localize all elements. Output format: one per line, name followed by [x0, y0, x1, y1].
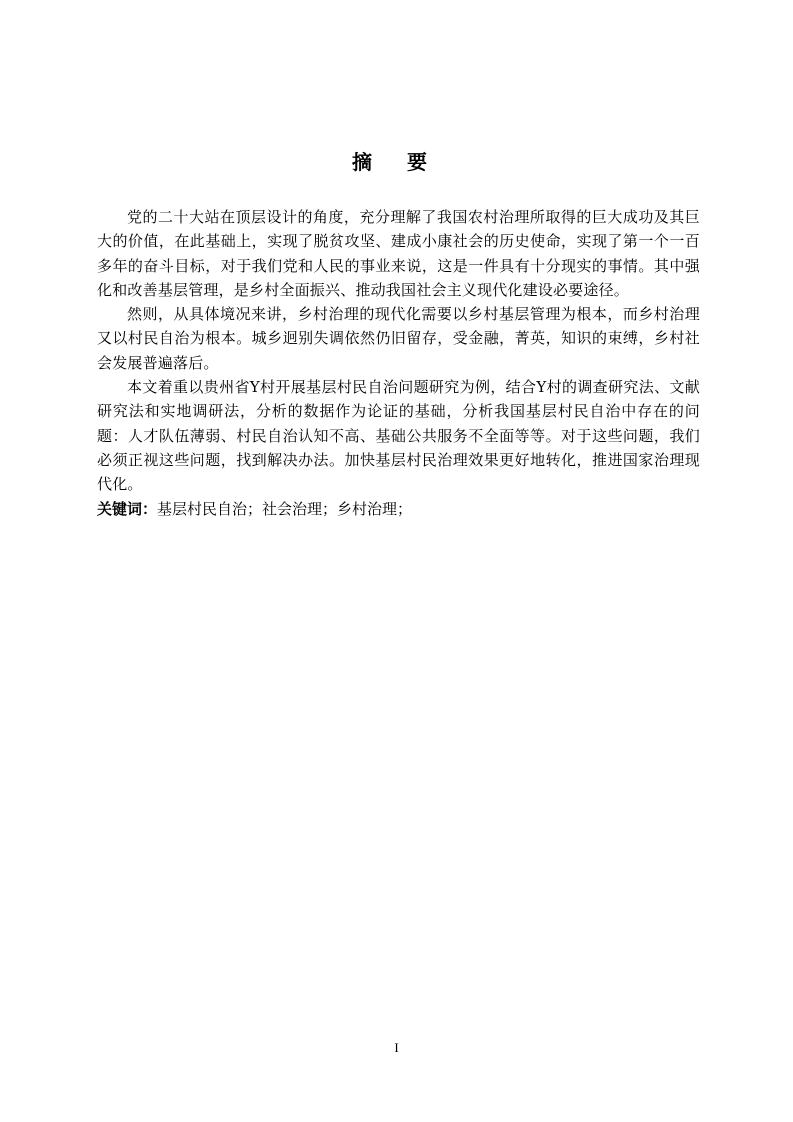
page-number: I [394, 1040, 399, 1055]
keywords-label: 关键词： [97, 499, 158, 518]
keywords-text: 基层村民自治；社会治理；乡村治理； [157, 499, 413, 518]
keywords-line [97, 497, 700, 521]
page-title: 摘 要 [352, 150, 441, 174]
abstract-paragraph-3: 本文着重以贵州省Y村开展基层村民自治问题研究为例，结合Y村的调查研究法、文献研究法和实地调研法，分析的数据作为论证的基础，分析我国基层村民自治中存在的问题：人才队伍薄弱、村民自治认知不高、基础公共服务不全面等等。对于这些问题，我们必须正视这些问题，找到解决办法。加快基层村民治理效果更好地转化，推进国家治理现代化。 [97, 378, 700, 494]
abstract-paragraph-1: 党的二十大站在顶层设计的角度，充分理解了我国农村治理所取得的巨大成功及其巨大的价值，在此基础上，实现了脱贫攻坚、建成小康社会的历史使命，实现了第一个一百多年的奋斗目标，对于我们党和人民的事业来说，这是一件具有十分现实的事情。其中强化和改善基层管理，是乡村全面振兴、推动我国社会主义现代化建设必要途径。 [97, 208, 700, 299]
abstract-paragraph-2: 然则，从具体境况来讲，乡村治理的现代化需要以乡村基层管理为根本，而乡村治理又以村民自治为根本。城乡迥别失调依然仍旧留存，受金融，菁英，知识的束缚，乡村社会发展普遍落后。 [97, 305, 700, 372]
abstract-body [97, 205, 700, 521]
